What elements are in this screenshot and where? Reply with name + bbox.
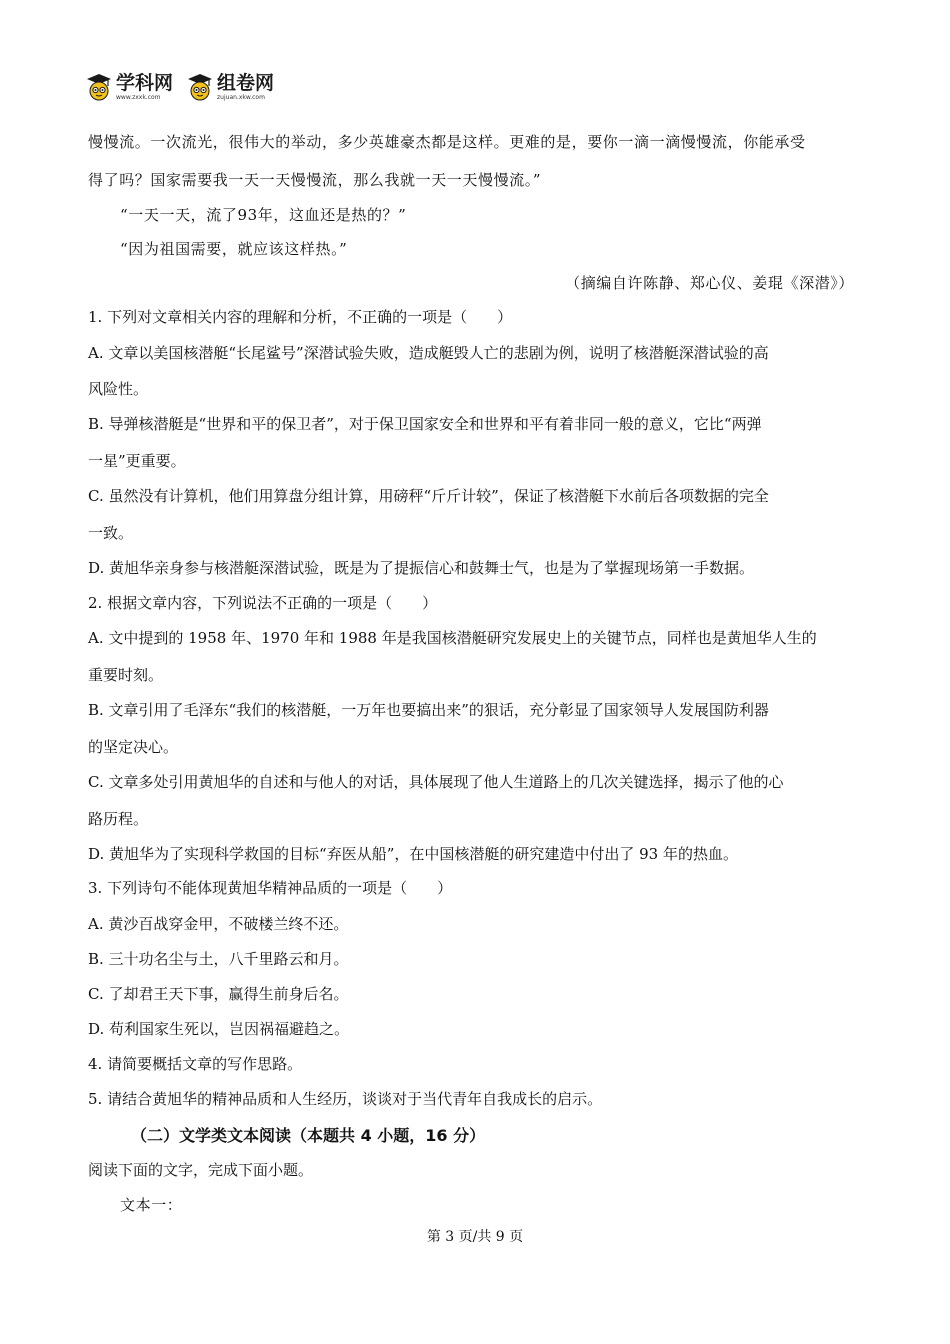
logo-title: 学科网 (116, 71, 174, 94)
xuekewang-logo (86, 73, 173, 101)
question-stem: 2. 根据文章内容，下列说法不正确的一项是（ ） (88, 594, 438, 612)
passage-line: “因为祖国需要，就应该这样热。” (120, 240, 348, 258)
logo-title: 组卷网 (217, 71, 275, 94)
option-line: B. 文章引用了毛泽东“我们的核潜艇，一万年也要搞出来”的狠话，充分彰显了国家领导人发展国防利器 (88, 701, 769, 719)
text-label: 文本一： (120, 1196, 183, 1214)
passage-source: （摘编自许陈静、郑心仪、姜琨《深潜》） (565, 274, 854, 292)
section-title: （二）文学类文本阅读（本题共 4 小题，16 分） (131, 1126, 486, 1145)
question-stem: 4. 请简要概括文章的写作思路。 (88, 1055, 303, 1073)
option-line: B. 三十功名尘与土，八千里路云和月。 (88, 950, 349, 968)
option-line: A. 黄沙百战穿金甲，不破楼兰终不还。 (88, 915, 349, 933)
question-stem: 5. 请结合黄旭华的精神品质和人生经历，谈谈对于当代青年自我成长的启示。 (88, 1090, 603, 1108)
option-line: C. 了却君王天下事，赢得生前身后名。 (88, 985, 349, 1003)
passage-line: “一天一天，流了93年，这血还是热的？” (120, 206, 407, 224)
option-line: D. 黄旭华亲身参与核潜艇深潜试验，既是为了提振信心和鼓舞士气，也是为了掌握现场第一手数据。 (88, 559, 755, 577)
option-line: A. 文章以美国核潜艇“长尾鲨号”深潜试验失败，造成艇毁人亡的悲剧为例，说明了核潜艇深潜试验的高 (88, 344, 769, 362)
passage-line: 慢慢流。一次流光，很伟大的举动，多少英雄豪杰都是这样。更难的是，要你一滴一滴慢慢流，你能承受 (88, 133, 806, 151)
header-logos (86, 70, 274, 104)
option-line: 风险性。 (88, 380, 149, 398)
option-line: D. 黄旭华为了实现科学救国的目标“弃医从船”，在中国核潜艇的研究建造中付出了 93 年的热血。 (88, 845, 738, 863)
logo-url: www.zxxk.com (116, 93, 161, 101)
option-line: A. 文中提到的 1958 年、1970 年和 1988 年是我国核潜艇研究发展史上的关键节点，同样也是黄旭华人生的 (88, 629, 817, 647)
student-face-icon (86, 73, 112, 101)
option-line: D. 苟利国家生死以，岂因祸福避趋之。 (88, 1020, 350, 1038)
option-line: C. 文章多处引用黄旭华的自述和与他人的对话，具体展现了他人生道路上的几次关键选择，揭示了他的心 (88, 773, 784, 791)
zujuanwang-logo (187, 73, 274, 101)
student-face-icon (187, 73, 213, 101)
question-stem: 3. 下列诗句不能体现黄旭华精神品质的一项是（ ） (88, 879, 453, 897)
passage-line: 得了吗？国家需要我一天一天慢慢流，那么我就一天一天慢慢流。” (88, 171, 542, 189)
option-line: 一致。 (88, 524, 134, 542)
option-line: 的坚定决心。 (88, 738, 179, 756)
option-line: 一星”更重要。 (88, 452, 186, 470)
section-instruction: 阅读下面的文字，完成下面小题。 (88, 1161, 314, 1179)
question-stem: 1. 下列对文章相关内容的理解和分析，不正确的一项是（ ） (88, 308, 513, 326)
option-line: 重要时刻。 (88, 666, 164, 684)
option-line: 路历程。 (88, 810, 149, 828)
option-line: C. 虽然没有计算机，他们用算盘分组计算，用磅秤“斤斤计较”，保证了核潜艇下水前后各项数据的完全 (88, 487, 769, 505)
page-number: 第 3 页/共 9 页 (426, 1229, 524, 1245)
option-line: B. 导弹核潜艇是“世界和平的保卫者”，对于保卫国家安全和世界和平有着非同一般的意义，它比“两弹 (88, 415, 762, 433)
logo-url: zujuan.xkw.com (217, 93, 265, 101)
